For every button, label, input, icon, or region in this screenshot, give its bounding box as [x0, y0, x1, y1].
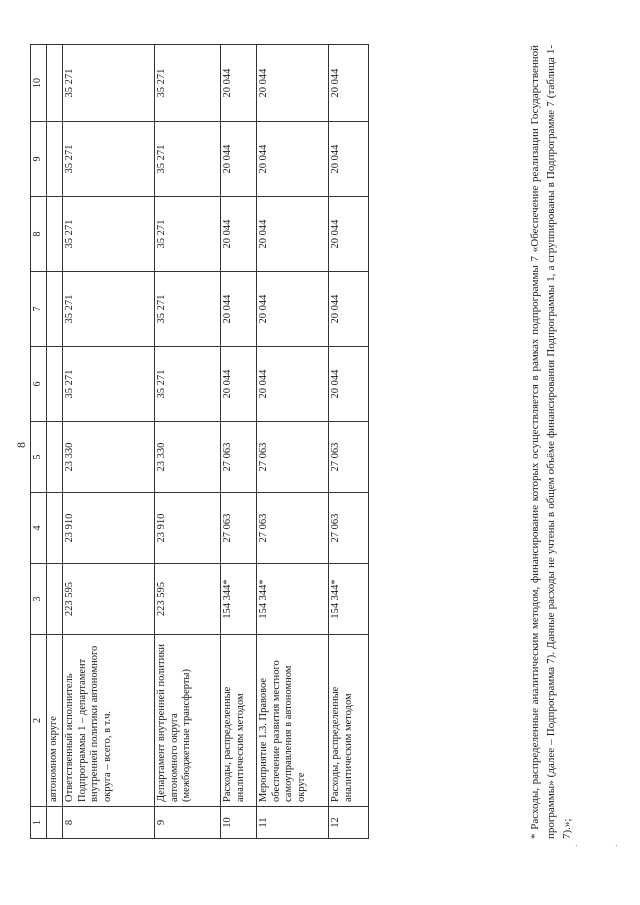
header-cell: 3 [31, 564, 47, 635]
value-cell: 27 063 [220, 493, 256, 564]
value-cell: 154 344* [256, 564, 328, 635]
table-row [328, 45, 368, 839]
header-cell: 10 [31, 45, 47, 122]
value-cell: 27 063 [328, 493, 368, 564]
value-cell: 27 063 [220, 422, 256, 493]
header-cell: 7 [31, 272, 47, 347]
value-cell [47, 197, 63, 272]
header-cell: 2 [31, 635, 47, 807]
continuation-row [47, 45, 63, 839]
row-name-cell: Департамент внутренней политики автономного округа (межбюджетные трансферты) [154, 635, 220, 807]
value-cell: 20 044 [328, 272, 368, 347]
value-cell: 20 044 [328, 347, 368, 422]
value-cell: 27 063 [328, 422, 368, 493]
value-cell: 35 271 [154, 197, 220, 272]
value-cell: 20 044 [220, 197, 256, 272]
value-cell: 23 330 [62, 422, 154, 493]
value-cell: 20 044 [328, 197, 368, 272]
value-cell [47, 122, 63, 197]
value-cell [47, 272, 63, 347]
row-number-cell: 9 [154, 807, 220, 839]
row-name-cell: Расходы, распределенные аналитическим методом [328, 635, 368, 807]
header-cell: 8 [31, 197, 47, 272]
value-cell [47, 347, 63, 422]
page-number: 8 [14, 442, 28, 448]
header-cell: 4 [31, 493, 47, 564]
row-number-cell: 11 [256, 807, 328, 839]
row-name-cell: автономном округе [47, 635, 63, 807]
value-cell: 223 595 [154, 564, 220, 635]
row-name-cell: Расходы, распределенные аналитическим методом [220, 635, 256, 807]
value-cell: 223 595 [62, 564, 154, 635]
value-cell: 20 044 [220, 122, 256, 197]
value-cell [47, 45, 63, 122]
value-cell: 154 344* [328, 564, 368, 635]
header-cell: 5 [31, 422, 47, 493]
value-cell: 20 044 [256, 197, 328, 272]
value-cell: 35 271 [154, 122, 220, 197]
header-cell: 1 [31, 807, 47, 839]
value-cell: 35 271 [62, 272, 154, 347]
scan-mark: · [612, 843, 623, 847]
row-name-cell: Мероприятие 1.3. Правовое обеспечение развития местного самоуправления в автономном округе [256, 635, 328, 807]
table-row [62, 45, 154, 839]
value-cell: 20 044 [256, 122, 328, 197]
value-cell: 23 330 [154, 422, 220, 493]
value-cell: 27 063 [256, 493, 328, 564]
value-cell: 35 271 [154, 272, 220, 347]
table-row [220, 45, 256, 839]
value-cell: 154 344* [220, 564, 256, 635]
value-cell: 20 044 [328, 45, 368, 122]
row-number-cell: 12 [328, 807, 368, 839]
value-cell: 20 044 [328, 122, 368, 197]
value-cell [47, 564, 63, 635]
scan-mark: · [572, 843, 583, 847]
value-cell: 35 271 [62, 122, 154, 197]
value-cell: 20 044 [256, 347, 328, 422]
table-header-row [31, 45, 47, 839]
value-cell: 35 271 [62, 45, 154, 122]
table-row [154, 45, 220, 839]
value-cell: 20 044 [256, 45, 328, 122]
value-cell: 35 271 [62, 347, 154, 422]
row-name-cell: Ответственный исполнитель Подпрограммы 1 – департамент внутренней политики автономного округа – всего, в т.ч. [62, 635, 154, 807]
value-cell: 23 910 [154, 493, 220, 564]
row-number-cell: 10 [220, 807, 256, 839]
value-cell: 27 063 [256, 422, 328, 493]
table-body [31, 45, 369, 839]
row-number-cell [47, 807, 63, 839]
table-row [256, 45, 328, 839]
value-cell: 23 910 [62, 493, 154, 564]
value-cell: 20 044 [220, 272, 256, 347]
header-cell: 9 [31, 122, 47, 197]
header-cell: 6 [31, 347, 47, 422]
value-cell [47, 422, 63, 493]
value-cell: 35 271 [154, 347, 220, 422]
value-cell: 20 044 [256, 272, 328, 347]
value-cell: 35 271 [154, 45, 220, 122]
budget-table [30, 44, 369, 839]
value-cell: 20 044 [220, 45, 256, 122]
footnote: * Расходы, распределенные аналитическим методом, финансирование которых осуществляется в рамках подпрограммы 7 «Обеспечение реализации Государственной программы» (далее – Подпрограмма 7). Данные расходы не учтены в общем объёме финансирования Подпрограммы 1, а сгруппированы в Подпрограмме 7 (таблица 1-7).»; [529, 45, 573, 839]
value-cell [47, 493, 63, 564]
value-cell: 20 044 [220, 347, 256, 422]
value-cell: 35 271 [62, 197, 154, 272]
row-number-cell: 8 [62, 807, 154, 839]
